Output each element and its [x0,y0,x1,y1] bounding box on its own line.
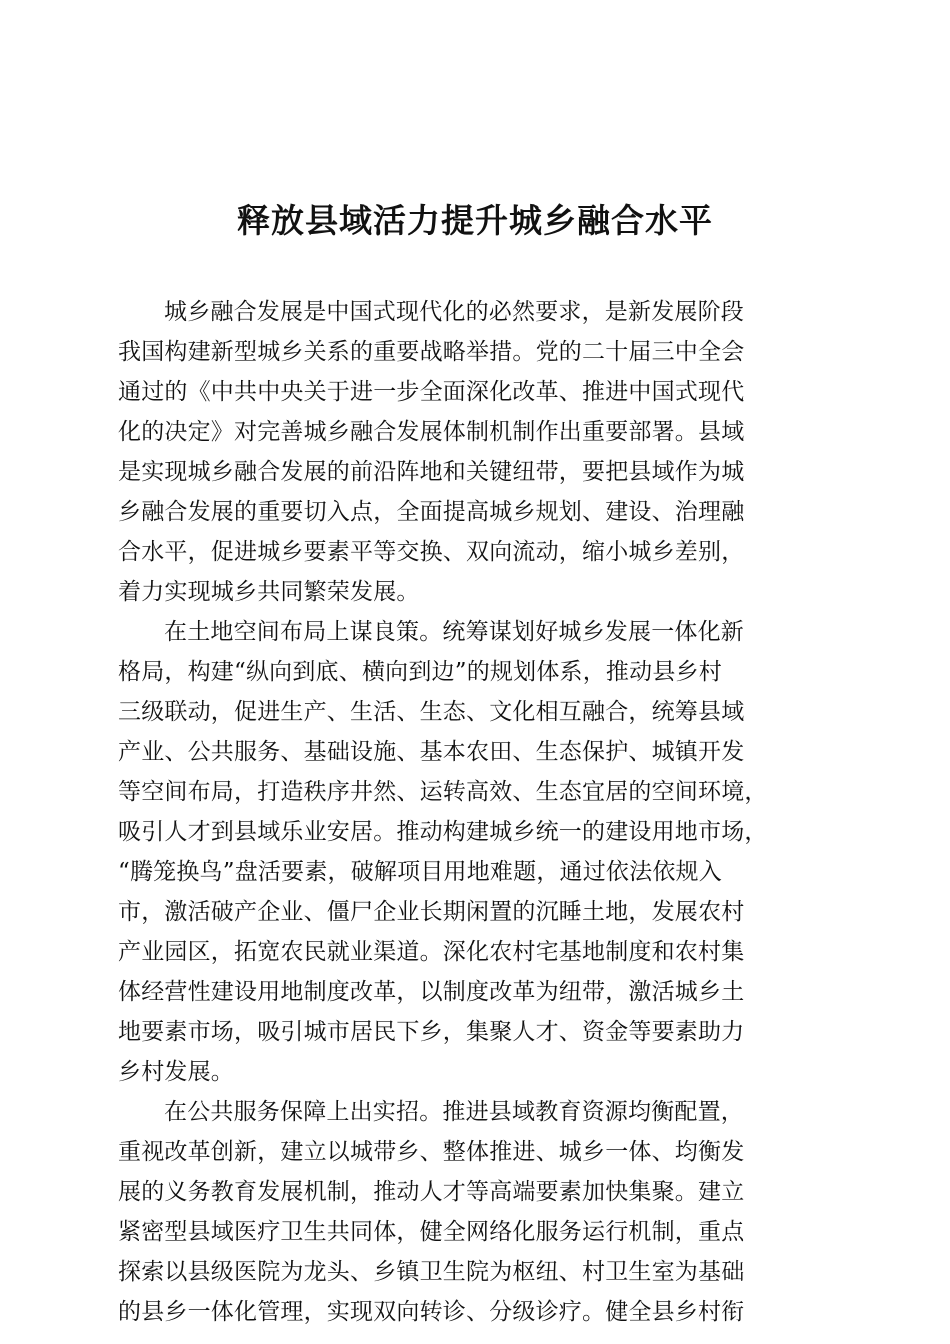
text-line: 格局，构建“纵向到底、横向到边”的规划体系，推动县乡村 [118,659,722,685]
paragraph-intro [118,292,830,612]
text-line: 展的义务教育发展机制，推动人才等高端要素加快集聚。建立 [118,1179,745,1205]
text-line: 我国构建新型城乡关系的重要战略举措。党的二十届三中全会 [118,339,745,365]
text-line: 乡村发展。 [118,1059,234,1085]
text-line: 紧密型县域医疗卫生共同体，健全网络化服务运行机制，重点 [118,1219,745,1245]
text-line: “腾笼换鸟”盘活要素，破解项目用地难题，通过依法依规入 [118,859,722,885]
text-line: 通过的《中共中央关于进一步全面深化改革、推进中国式现代 [118,379,745,405]
text-line: 重视改革创新，建立以城带乡、整体推进、城乡一体、均衡发 [118,1139,745,1165]
text-line: 合水平，促进城乡要素平等交换、双向流动，缩小城乡差别， [118,539,745,565]
document-title: 释放县域活力提升城乡融合水平 [237,201,713,240]
text-line: 三级联动，促进生产、生活、生态、文化相互融合，统筹县域 [118,699,745,725]
text-line: 市，激活破产企业、僵尸企业长期闲置的沉睡土地，发展农村 [118,899,745,925]
text-line: 是实现城乡融合发展的前沿阵地和关键纽带，要把县域作为城 [118,459,745,485]
text-line: 产业园区，拓宽农民就业渠道。深化农村宅基地制度和农村集 [118,939,745,965]
text-line: 在土地空间布局上谋良策。统筹谋划好城乡发展一体化新 [164,619,744,645]
text-line: 探索以县级医院为龙头、乡镇卫生院为枢纽、村卫生室为基础 [118,1259,745,1285]
text-line: 产业、公共服务、基础设施、基本农田、生态保护、城镇开发 [118,739,745,765]
paragraph-land-space [118,612,830,1092]
text-line: 吸引人才到县域乐业安居。推动构建城乡统一的建设用地市场， [118,819,768,845]
text-line: 体经营性建设用地制度改革，以制度改革为纽带，激活城乡土 [118,979,745,1005]
text-line: 地要素市场，吸引城市居民下乡，集聚人才、资金等要素助力 [118,1019,745,1045]
text-line: 化的决定》对完善城乡融合发展体制机制作出重要部署。县域 [118,419,745,445]
paragraph-public-service [118,1092,830,1332]
text-line: 乡融合发展的重要切入点，全面提高城乡规划、建设、治理融 [118,499,745,525]
text-line: 在公共服务保障上出实招。推进县域教育资源均衡配置， [164,1099,744,1125]
document-body [118,292,830,1332]
text-line: 等空间布局，打造秩序井然、运转高效、生态宜居的空间环境， [118,779,768,805]
text-line: 的县乡一体化管理，实现双向转诊、分级诊疗。健全县乡村衔 [118,1299,745,1325]
text-line: 城乡融合发展是中国式现代化的必然要求，是新发展阶段 [164,299,744,325]
text-line: 着力实现城乡共同繁荣发展。 [118,579,420,605]
